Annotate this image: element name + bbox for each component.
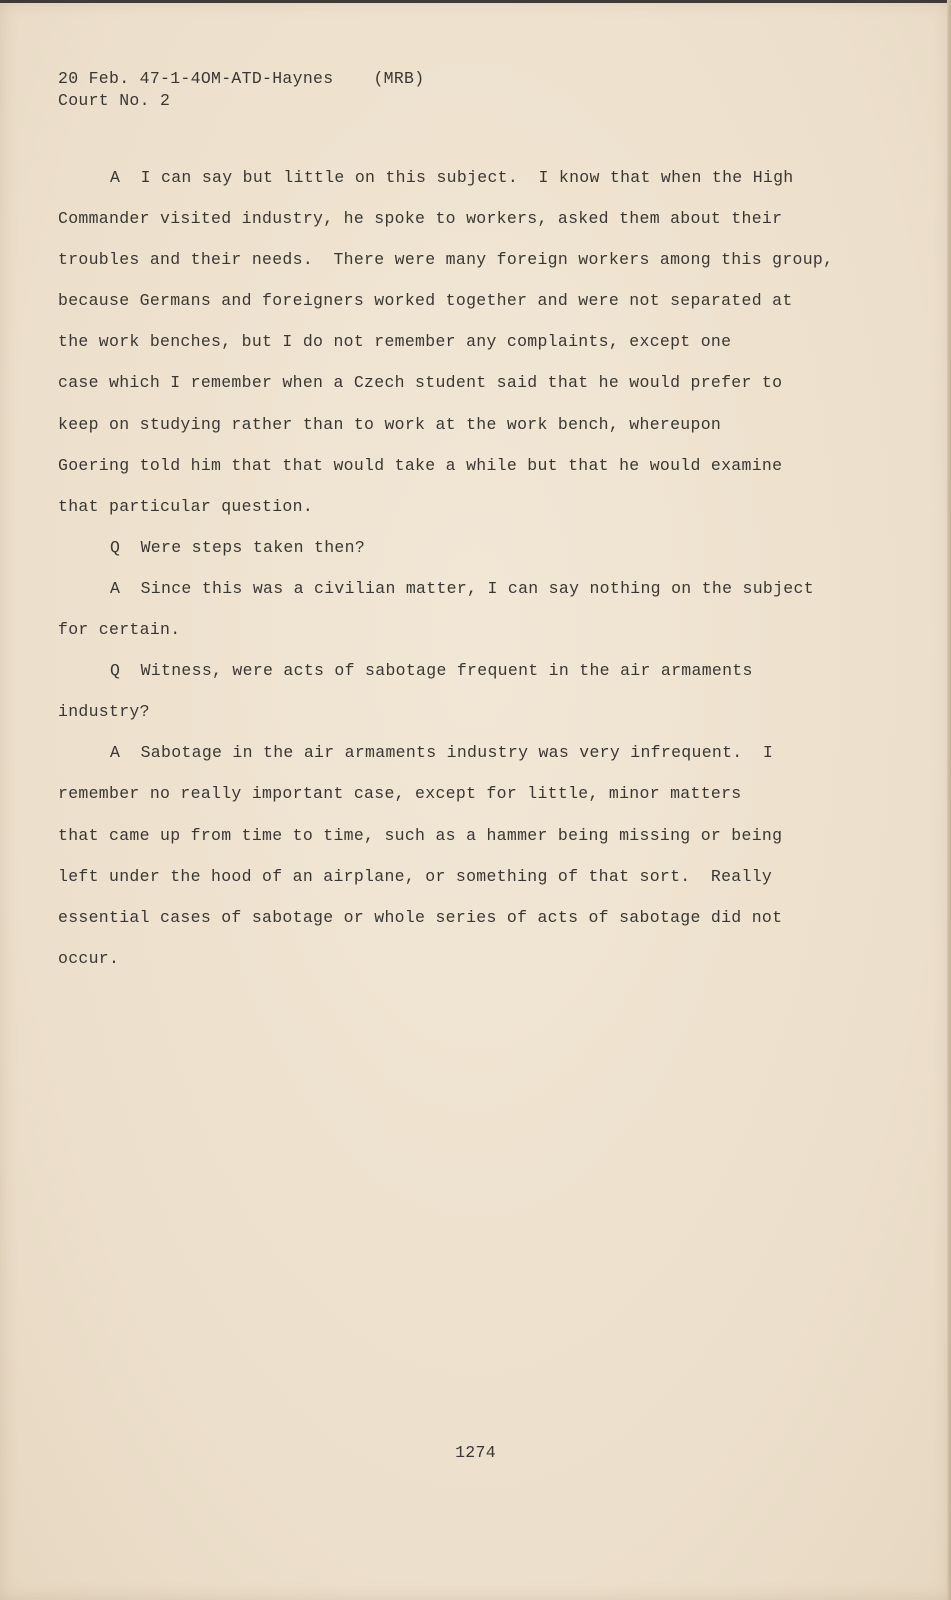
transcript-line: remember no really important case, except for little, minor matters [58,784,742,804]
transcript-line: the work benches, but I do not remember any complaints, except one [58,332,732,352]
transcript-line: for certain. [58,620,181,640]
header-court-line: Court No. 2 [58,91,171,110]
transcript-line: Goering told him that that would take a while but that he would examine [58,455,783,475]
header-initials: (MRB) [373,69,425,88]
transcript-line: keep on studying rather than to work at the work bench, whereupon [58,414,722,434]
transcript-line: industry? [58,702,150,722]
transcript-body [58,167,843,989]
transcript-line: essential cases of sabotage or whole series of acts of sabotage did not [58,907,783,927]
transcript-line: Q Witness, were acts of sabotage frequent in the air armaments [110,661,753,681]
transcript-line: A I can say but little on this subject. I know that when the High [110,168,794,187]
transcript-line: left under the hood of an airplane, or something of that sort. Really [58,866,773,886]
page-number: 1274 [455,1443,496,1462]
transcript-line: Q Were steps taken then? [110,537,366,557]
transcript-line: that came up from time to time, such as a hammer being missing or being [58,825,783,845]
scan-top-edge [0,0,951,3]
header-date-line [58,68,424,90]
transcript-line: case which I remember when a Czech student said that he would prefer to [58,373,783,393]
transcript-line: A Since this was a civilian matter, I can say nothing on the subject [110,578,814,598]
scan-right-edge [947,0,951,1600]
transcript-line: because Germans and foreigners worked together and were not separated at [58,291,793,311]
header-date-reference: 20 Feb. 47-1-4OM-ATD-Haynes [58,69,334,88]
transcript-line: troubles and their needs. There were many foreign workers among this group, [58,250,834,270]
transcript-line: that particular question. [58,496,314,516]
transcript-line: A Sabotage in the air armaments industry was very infrequent. I [110,743,774,763]
transcript-line: Commander visited industry, he spoke to workers, asked them about their [58,209,783,229]
document-header [58,68,424,112]
transcript-line: occur. [58,948,120,968]
